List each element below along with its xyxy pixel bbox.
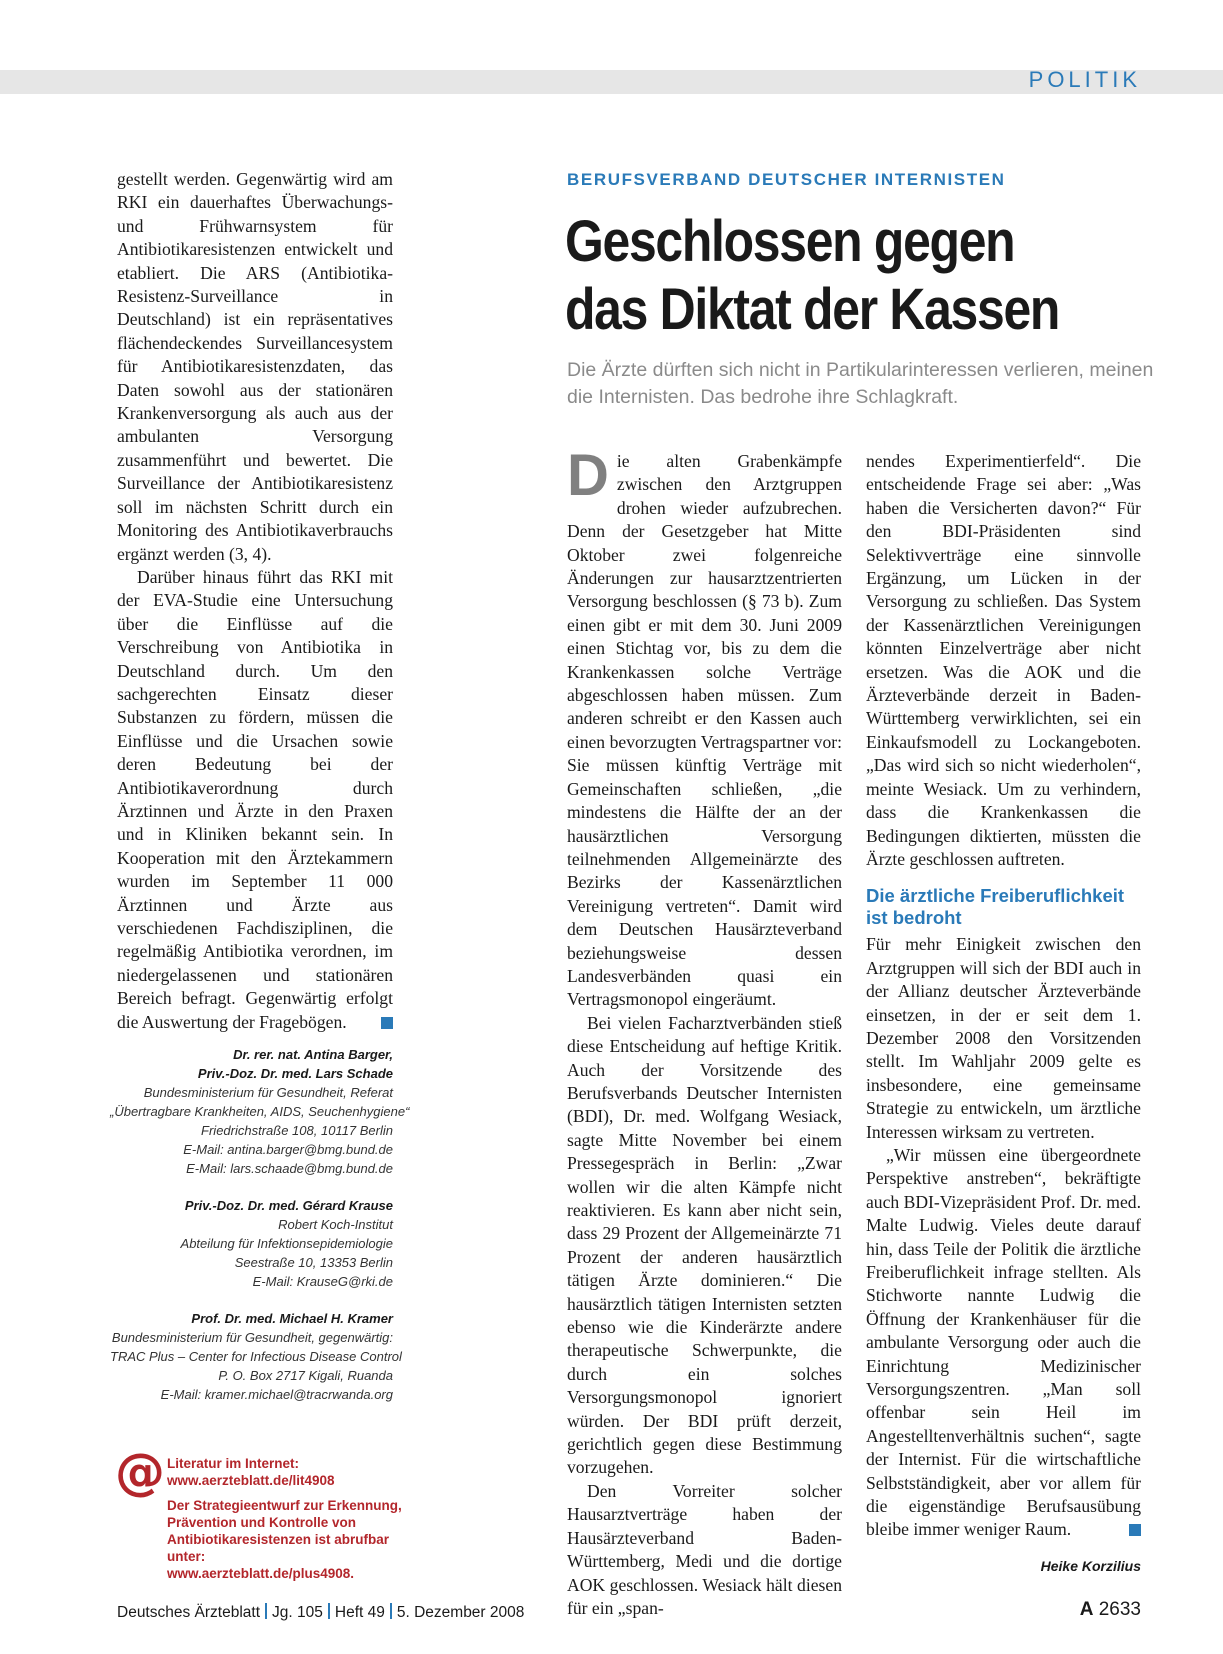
left-paragraph-1: gestellt werden. Gegenwärtig wird am RKI ein dauerhaftes Überwachungs- und Frühwarnsystem für Antibiotikaresistenzen entwickelt und etabliert. Die ARS (Antibiotika-Resistenz-Surveillance in Deutschland) ist ein repräsentatives flächendeckendes Surveillancesystem für Antibiotikaresistenzdaten, das Daten sowohl aus der stationären Krankenversorgung als auch aus der ambulanten Versorgung zusammenführt und bewertet. Die Surveillance der Antibiotikaresistenz soll im nächsten Schritt durch ein Monitoring des Antibiotikaverbrauchs ergänzt werden (3, 4).	[117, 169, 393, 564]
author-block-3	[110, 1196, 393, 1291]
left-paragraph-2	[117, 566, 393, 1034]
at-icon: @	[115, 1443, 165, 1501]
journal-issue: Heft 49	[334, 1604, 385, 1621]
article-column-middle	[567, 443, 842, 1620]
author-affiliation: „Übertragbare Krankheiten, AIDS, Seuchenhygiene“	[110, 1104, 410, 1119]
strategy-link[interactable]: www.aerzteblatt.de/plus4908.	[167, 1566, 355, 1581]
article-column-right	[866, 450, 1141, 1542]
article-paragraph-6-text: „Wir müssen eine übergeordnete Perspektive anstreben“, bekräftigte auch BDI-Vizepräsident Prof. Dr. med. Malte Ludwig. Vieles deute darauf hin, dass Teile der Politik die ärztliche Freiberuflichkeit infrage stellten. Als Stichworte nannte Ludwig die Öffnung der Krankenhäuser für die ambulante Versorgung oder auch die Einrichtung Medizinischer Versorgungszentren. „Man soll offenbar sein Heil im Angestelltenverhältnis suchen“, sagte der Internist. Für die wirtschaftliche Selbstständigkeit, aber vor allem für die eigenständige Berufsausübung bleibe immer weniger Raum.	[866, 1144, 1141, 1540]
author-affiliation: Bundesministerium für Gesundheit, Referat	[143, 1085, 393, 1100]
author-name: Priv.-Doz. Dr. med. Lars Schade	[197, 1066, 393, 1081]
article-paragraph-5: Für mehr Einigkeit zwischen den Arztgruppen will sich der BDI auch in der Allianz deutscher Ärzteverbände einsetzen, in der er seit dem 1. Dezember 2008 den Vorsitzenden stellt. Im Wahljahr 2009 gelte es insbesondere, eine gemeinsame Strategie zu entwickeln, um ärztliche Interessen wirksam zu vertreten.	[866, 934, 1141, 1142]
author-address: P. O. Box 2717 Kigali, Ruanda	[218, 1368, 393, 1383]
author-block-1	[110, 1045, 393, 1064]
author-block-2	[110, 1064, 410, 1178]
page-number	[1080, 1599, 1141, 1621]
author-name: Prof. Dr. med. Michael H. Kramer	[191, 1311, 393, 1326]
journal-name: Deutsches Ärzteblatt	[117, 1604, 261, 1621]
separator	[328, 1603, 330, 1619]
left-column	[117, 168, 393, 1034]
literature-label: Literatur im Internet:	[167, 1456, 300, 1471]
author-affiliation: Robert Koch-Institut	[278, 1217, 393, 1232]
author-address: Friedrichstraße 108, 10117 Berlin	[201, 1123, 393, 1138]
author-block-4	[110, 1309, 402, 1404]
separator	[265, 1603, 267, 1619]
article-byline: Heike Korzilius	[1040, 1558, 1141, 1574]
article-paragraph-6	[866, 1144, 1141, 1542]
article-paragraph-2: Bei vielen Facharztverbänden stieß diese Entscheidung auf heftige Kritik. Auch der Vorsitzende des Berufsverbands Deutscher Internisten (BDI), Dr. med. Wolfgang Wesiack, sagte Mitte November bei einem Pressegespräch in Berlin: „Zwar wollen wir die alten Kämpfe nicht reaktivieren. Es kann aber nicht sein, dass 29 Prozent der Allgemeinärzte 71 Prozent der anderen hausärztlich tätigen Ärzte dominieren.“ Die hausärztlich tätigen Internisten setzten ebenso wie die Kinderärzte andere therapeutische Schwerpunkte, die durch ein solches Versorgungsmonopol ignoriert würden. Der BDI prüft derzeit, gerichtlich gegen diese Bestimmung vorzugehen.	[567, 1012, 842, 1478]
journal-volume: Jg. 105	[272, 1604, 323, 1621]
author-name: Dr. rer. nat. Antina Barger,	[233, 1047, 393, 1062]
author-email: E-Mail: KrauseG@rki.de	[252, 1274, 393, 1289]
article-kicker: BERUFSVERBAND DEUTSCHER INTERNISTEN	[567, 170, 1006, 189]
section-label: POLITIK	[1028, 67, 1141, 92]
article-headline: Geschlossen gegen das Diktat der Kassen	[565, 209, 1060, 342]
author-address: Seestraße 10, 13353 Berlin	[234, 1255, 393, 1270]
drop-cap: D	[567, 443, 609, 508]
end-mark-icon	[381, 1017, 393, 1029]
literature-link[interactable]: www.aerzteblatt.de/lit4908	[167, 1473, 335, 1488]
author-list	[110, 1045, 410, 1422]
article-paragraph-1	[567, 443, 842, 1012]
author-email: E-Mail: antina.barger@bmg.bund.de	[183, 1142, 393, 1157]
author-name: Priv.-Doz. Dr. med. Gérard Krause	[184, 1198, 393, 1213]
author-affiliation: TRAC Plus – Center for Infectious Disease Control	[110, 1349, 402, 1364]
page-number-value: 2633	[1098, 1599, 1141, 1620]
article-paragraph-3: Den Vorreiter solcher Hausarztverträge haben der Hausärzteverband Baden-Württemberg, Medi und die dortige AOK geschlossen. Wesiack hält diesen für ein „span-	[567, 1480, 842, 1618]
article-paragraph-4: nendes Experimentierfeld“. Die entscheidende Frage sei aber: „Was haben die Versicherten davon?“ Für den BDI-Präsidenten sind Selektivverträge eine sinnvolle Ergänzung, um Lücken in der Versorgung zu schließen. Das System der Kassenärztlichen Vereinigungen könnten Einzelverträge aber nicht ersetzen. Was die AOK und die Ärzteverbände derzeit in Baden-Württemberg verwirklichten, sei ein Einkaufsmodell zu Lockangeboten. „Das wird sich so nicht wiederholen“, meinte Wesiack. Um zu verhindern, dass die Krankenkassen die Bedingungen diktierten, müssten die Ärzte geschlossen auftreten.	[866, 451, 1141, 869]
left-paragraph-2-text: Darüber hinaus führt das RKI mit der EVA-Studie eine Untersuchung über die Einflüsse auf die Verschreibung von Antibiotika in Deutschland durch. Um den sachgerechten Einsatz dieser Substanzen zu fördern, müssen die Einflüsse und die Ursachen sowie deren Bedeutung bei der Antibiotikaverordnung durch Ärztinnen und Ärzte in den Praxen und in Kliniken bekannt sein. In Kooperation mit den Ärztekammern wurden im September 11 000 Ärztinnen und Ärzte aus verschiedenen Fachdisziplinen, die regelmäßig Antibiotika verordnen, im niedergelassenen und stationären Bereich befragt. Gegenwärtig erfolgt die Auswertung der Fragebögen.	[117, 566, 393, 1032]
separator	[390, 1603, 392, 1619]
page-footer	[117, 1603, 524, 1622]
author-affiliation: Abteilung für Infektionsepidemiologie	[180, 1236, 393, 1251]
page-prefix: A	[1079, 1599, 1094, 1620]
journal-date: 5. Dezember 2008	[396, 1604, 525, 1621]
end-mark-icon	[1129, 1524, 1141, 1536]
article-subheading: Die ärztliche Freiberuflichkeit ist bedroht	[866, 885, 1125, 929]
strategy-text: Der Strategieentwurf zur Erkennung, Prävention und Kontrolle von Antibiotikaresistenzen ist abrufbar unter:	[167, 1498, 402, 1564]
author-email: E-Mail: kramer.michael@tracrwanda.org	[160, 1387, 393, 1402]
info-box-text	[167, 1455, 407, 1590]
article-standfirst: Die Ärzte dürften sich nicht in Partikularinteressen verlieren, meinen die Internisten. Das bedrohe ihre Schlagkraft.	[567, 359, 1154, 408]
author-affiliation: Bundesministerium für Gesundheit, gegenwärtig:	[111, 1330, 393, 1345]
author-email: E-Mail: lars.schaade@bmg.bund.de	[186, 1161, 393, 1176]
article-paragraph-1-text: ie alten Grabenkämpfe zwischen den Arztgruppen drohen wieder aufzubrechen. Denn der Gesetzgeber hat Mitte Oktober zwei folgenreiche Änderungen zur hausarztzentrierten Versorgung beschlossen (§ 73 b). Zum einen gibt er mit dem 30. Juni 2009 einen Stichtag vor, bis zu dem die Krankenkassen solche Verträge abgeschlossen haben müssen. Zum anderen schreibt er den Kassen auch einen bevorzugten Vertragspartner vor: Sie müssen künftig Verträge mit Gemeinschaften schließen, „die mindestens die Hälfte der an der hausärztlichen Versorgung teilnehmenden Allgemeinärzte des Bezirks der Kassenärztlichen Vereinigung vertreten“. Damit wird dem Deutschen Hausärzteverband beziehungsweise dessen Landesverbänden quasi ein Vertragsmonopol eingeräumt.	[567, 451, 842, 1010]
